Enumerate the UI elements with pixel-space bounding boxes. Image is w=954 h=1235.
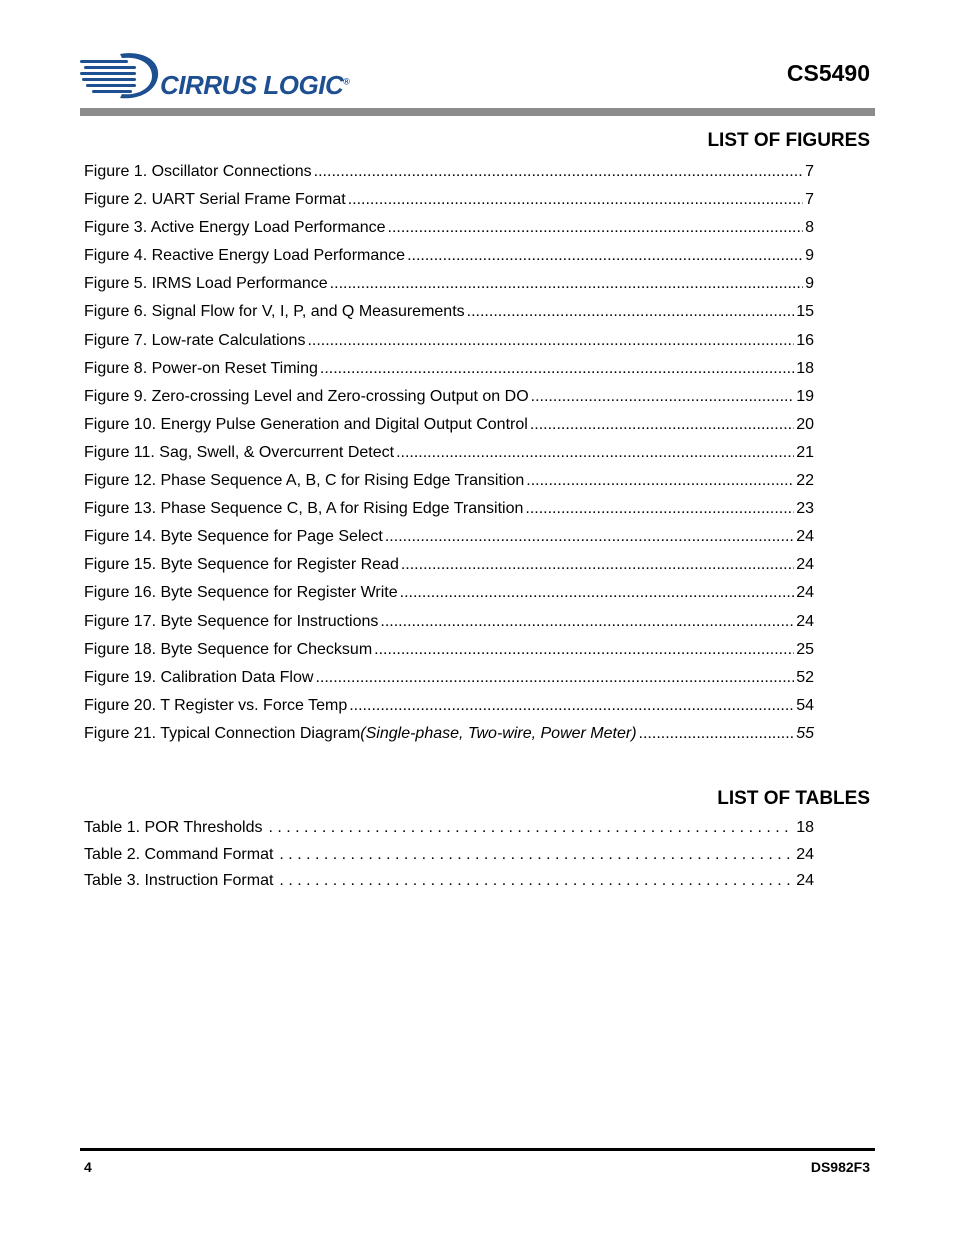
figure-entry-page: 55: [796, 724, 814, 742]
figure-entry[interactable]: [84, 186, 814, 214]
page-number: 4: [84, 1159, 92, 1175]
table-entry-label: Table 2. Command Format: [84, 845, 274, 863]
figure-entry-label: Figure 2. UART Serial Frame Format: [84, 191, 346, 209]
dot-leader: [388, 214, 804, 242]
figure-entry-label: Figure 4. Reactive Energy Load Performance: [84, 247, 406, 265]
figure-entry-label: Figure 6. Signal Flow for V, I, P, and Q Measurements: [84, 303, 465, 321]
figure-entry-label: Figure 21. Typical Connection Diagram: [84, 724, 361, 742]
dot-leader: [525, 495, 794, 523]
table-entry[interactable]: [84, 815, 814, 842]
figure-entry-page: 54: [796, 696, 814, 714]
table-entry-page: 24: [796, 872, 814, 890]
figure-entry[interactable]: [84, 467, 814, 495]
figure-entry-page: 23: [796, 500, 814, 518]
figure-entry-label: Figure 7. Low-rate Calculations: [84, 331, 306, 349]
figure-entry-page: 18: [796, 359, 814, 377]
figure-entry-label: Figure 18. Byte Sequence for Checksum: [84, 640, 373, 658]
figure-entry-label: Figure 19. Calibration Data Flow: [84, 668, 314, 686]
figure-entry[interactable]: [84, 411, 814, 439]
figure-entry[interactable]: [84, 579, 814, 607]
dot-leader: [320, 355, 794, 383]
figure-entry-page: 9: [805, 275, 814, 293]
cirrus-logo-icon: [80, 50, 160, 102]
table-entry[interactable]: [84, 868, 814, 895]
figure-entry[interactable]: [84, 439, 814, 467]
table-entry-page: 24: [796, 845, 814, 863]
figure-entry[interactable]: [84, 692, 814, 720]
figure-entry-label: Figure 14. Byte Sequence for Page Select: [84, 528, 383, 546]
figure-entry-label: Figure 20. T Register vs. Force Temp: [84, 696, 348, 714]
figure-entry-page: 24: [796, 612, 814, 630]
document-id: DS982F3: [810, 1159, 870, 1175]
figure-entry-label: Figure 5. IRMS Load Performance: [84, 275, 328, 293]
figure-entry[interactable]: [84, 636, 814, 664]
figure-entry-label: Figure 17. Byte Sequence for Instructions: [84, 612, 379, 630]
figure-entry-page: 52: [796, 668, 814, 686]
figure-entry-label: Figure 10. Energy Pulse Generation and Digital Output Control: [84, 415, 528, 433]
figure-entry[interactable]: [84, 327, 814, 355]
figure-entry[interactable]: [84, 158, 814, 186]
dot-leader: [374, 636, 794, 664]
figure-entry-page: 22: [796, 472, 814, 490]
figure-entry[interactable]: [84, 664, 814, 692]
figure-entry-label: Figure 15. Byte Sequence for Register Read: [84, 556, 399, 574]
figure-entry-label: Figure 11. Sag, Swell, & Overcurrent Detect: [84, 443, 395, 461]
figure-entry[interactable]: [84, 523, 814, 551]
dot-leader: [530, 411, 794, 439]
dot-leader: [400, 579, 795, 607]
figure-entry[interactable]: [84, 551, 814, 579]
figure-entry[interactable]: [84, 242, 814, 270]
figure-entry-page: 7: [805, 163, 814, 180]
figure-entry-page: 8: [805, 219, 814, 237]
figure-entry-page: 9: [805, 247, 814, 265]
figure-entry-label-italic: (Single-phase, Two-wire, Power Meter): [360, 724, 637, 742]
dot-leader: [330, 270, 803, 298]
dot-leader: [385, 523, 794, 551]
figure-entry-label: Figure 12. Phase Sequence A, B, C for Rising Edge Transition: [84, 472, 525, 490]
dot-leader: [348, 186, 803, 214]
footer-rule: [80, 1148, 875, 1151]
document-title: CS5490: [786, 60, 870, 86]
figure-entry-page: 21: [796, 443, 814, 461]
table-entry-label: Table 3. Instruction Format: [84, 872, 274, 890]
figure-entry-page: 16: [796, 331, 814, 349]
figure-entry[interactable]: [84, 214, 814, 242]
dot-leader: [639, 720, 795, 748]
figure-entry-page: 20: [796, 415, 814, 433]
figure-entry-label: Figure 1. Oscillator Connections: [84, 163, 312, 180]
dot-leader: [279, 868, 790, 895]
dot-leader: [407, 242, 803, 270]
figure-entry-page: 24: [796, 584, 814, 602]
dot-leader: [467, 298, 795, 326]
figure-entry[interactable]: [84, 608, 814, 636]
dot-leader: [396, 439, 794, 467]
list-of-figures: [84, 158, 814, 748]
figure-entry-label: Figure 13. Phase Sequence C, B, A for Rising Edge Transition: [84, 500, 524, 518]
dot-leader: [279, 842, 790, 869]
figure-entry-page: 24: [796, 556, 814, 574]
figure-entry[interactable]: [84, 270, 814, 298]
logo-wordmark: CIRRUS LOGIC®: [160, 70, 350, 100]
dot-leader: [315, 664, 794, 692]
figure-entry-label: Figure 8. Power-on Reset Timing: [84, 359, 318, 377]
figure-entry-label: Figure 3. Active Energy Load Performance: [84, 219, 386, 237]
figure-entry-page: 7: [805, 191, 814, 209]
figure-entry[interactable]: [84, 720, 814, 748]
figure-entry-page: 24: [796, 528, 814, 546]
list-of-tables-heading: LIST OF TABLES: [717, 788, 870, 809]
dot-leader: [268, 815, 790, 842]
table-entry-label: Table 1. POR Thresholds: [84, 819, 263, 836]
header-rule: [80, 108, 875, 116]
dot-leader: [314, 158, 803, 186]
list-of-tables: [84, 815, 814, 895]
figure-entry-label: Figure 16. Byte Sequence for Register Write: [84, 584, 398, 602]
figure-entry[interactable]: [84, 495, 814, 523]
dot-leader: [401, 551, 794, 579]
figure-entry-page: 19: [796, 387, 814, 405]
figure-entry-label: Figure 9. Zero-crossing Level and Zero-crossing Output on DO: [84, 387, 529, 405]
cirrus-logic-logo: [80, 50, 350, 102]
figure-entry[interactable]: [84, 298, 814, 326]
list-of-figures-heading: LIST OF FIGURES: [707, 130, 870, 151]
dot-leader: [531, 383, 795, 411]
figure-entry[interactable]: [84, 355, 814, 383]
dot-leader: [349, 692, 794, 720]
figure-entry-page: 25: [796, 640, 814, 658]
table-entry-page: 18: [796, 819, 814, 836]
table-entry[interactable]: [84, 842, 814, 869]
figure-entry[interactable]: [84, 383, 814, 411]
dot-leader: [526, 467, 794, 495]
dot-leader: [307, 327, 794, 355]
dot-leader: [380, 608, 794, 636]
figure-entry-page: 15: [796, 303, 814, 321]
